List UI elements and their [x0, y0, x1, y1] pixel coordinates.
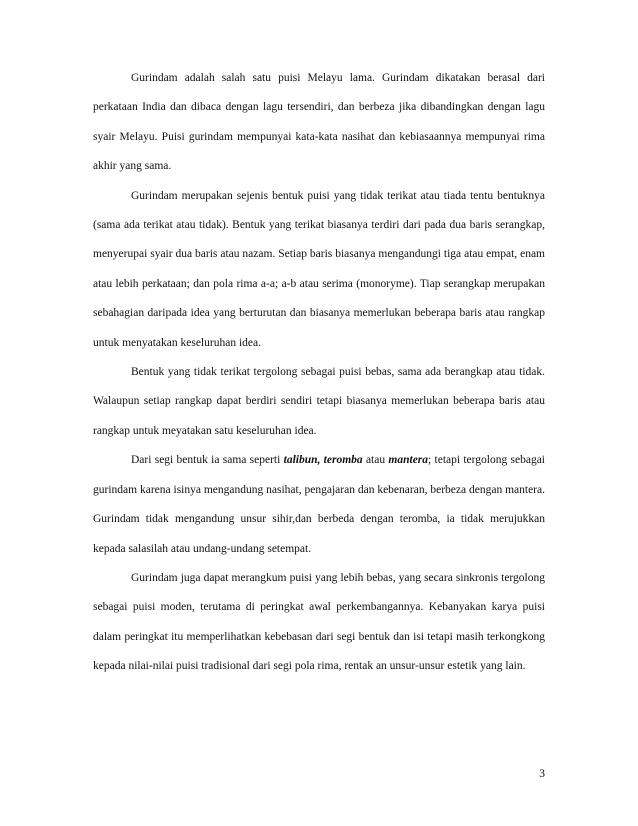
paragraph-4 — [93, 446, 545, 564]
paragraph-5: Gurindam juga dapat merangkum puisi yang lebih bebas, yang secara sinkronis tergolong sebagai puisi moden, terutama di peringkat awal perkembangannya. Kebanyakan karya puisi dalam peringkat itu memperlihatkan kebebasan dari segi bentuk dan isi tetapi masih terkongkong kepada nilai-nilai puisi tradisional dari segi pola rima, rentak an unsur-unsur estetik yang lain. — [93, 571, 545, 673]
paragraph-2: Gurindam merupakan sejenis bentuk puisi yang tidak terikat atau tiada tentu bentuknya (sama ada terikat atau tidak). Bentuk yang terikat biasanya terdiri dari pada dua baris serangkap, menyerupai syair dua baris atau nazam. Setiap baris biasanya mengandungi tiga atau empat, enam atau lebih perkataan; dan pola rima a-a; a-b atau serima (monoryme). Tiap serangkap merupakan sebahagian daripada idea yang berturutan dan biasanya memerlukan beberapa baris atau rangkap untuk menyatakan keseluruhan idea. — [93, 189, 545, 349]
paragraph-4-text-middle: atau — [362, 454, 389, 467]
paragraph-1: Gurindam adalah salah satu puisi Melayu lama. Gurindam dikatakan berasal dari perkataan India dan dibaca dengan lagu tersendiri, dan berbeza jika dibandingkan dengan lagu syair Melayu. Puisi gurindam mempunyai kata-kata nasihat dan kebiasaannya mempunyai rima akhir yang sama. — [93, 72, 545, 173]
emphasis-mantera: mantera — [388, 454, 429, 467]
document-body — [93, 64, 545, 682]
page-number: 3 — [539, 768, 545, 780]
emphasis-talibun-teromba: talibun, teromba — [283, 454, 363, 467]
paragraph-4-text-start: Dari segi bentuk ia sama seperti — [131, 454, 284, 467]
paragraph-3: Bentuk yang tidak terikat tergolong sebagai puisi bebas, sama ada berangkap atau tidak. Walaupun setiap rangkap dapat berdiri sendiri tetapi biasanya memerlukan beberapa baris atau rangkap untuk meyatakan satu keseluruhan idea. — [93, 366, 545, 437]
paragraph-4-text-end: ; tetapi tergolong sebagai gurindam karena isinya mengandung nasihat, pengajaran dan kebenaran, berbeza dengan mantera. Gurindam tidak mengandung unsur sihir,dan berbeda dengan teromba, ia tidak merujukkan kepada salasilah atau undang-undang setempat. — [93, 454, 546, 555]
